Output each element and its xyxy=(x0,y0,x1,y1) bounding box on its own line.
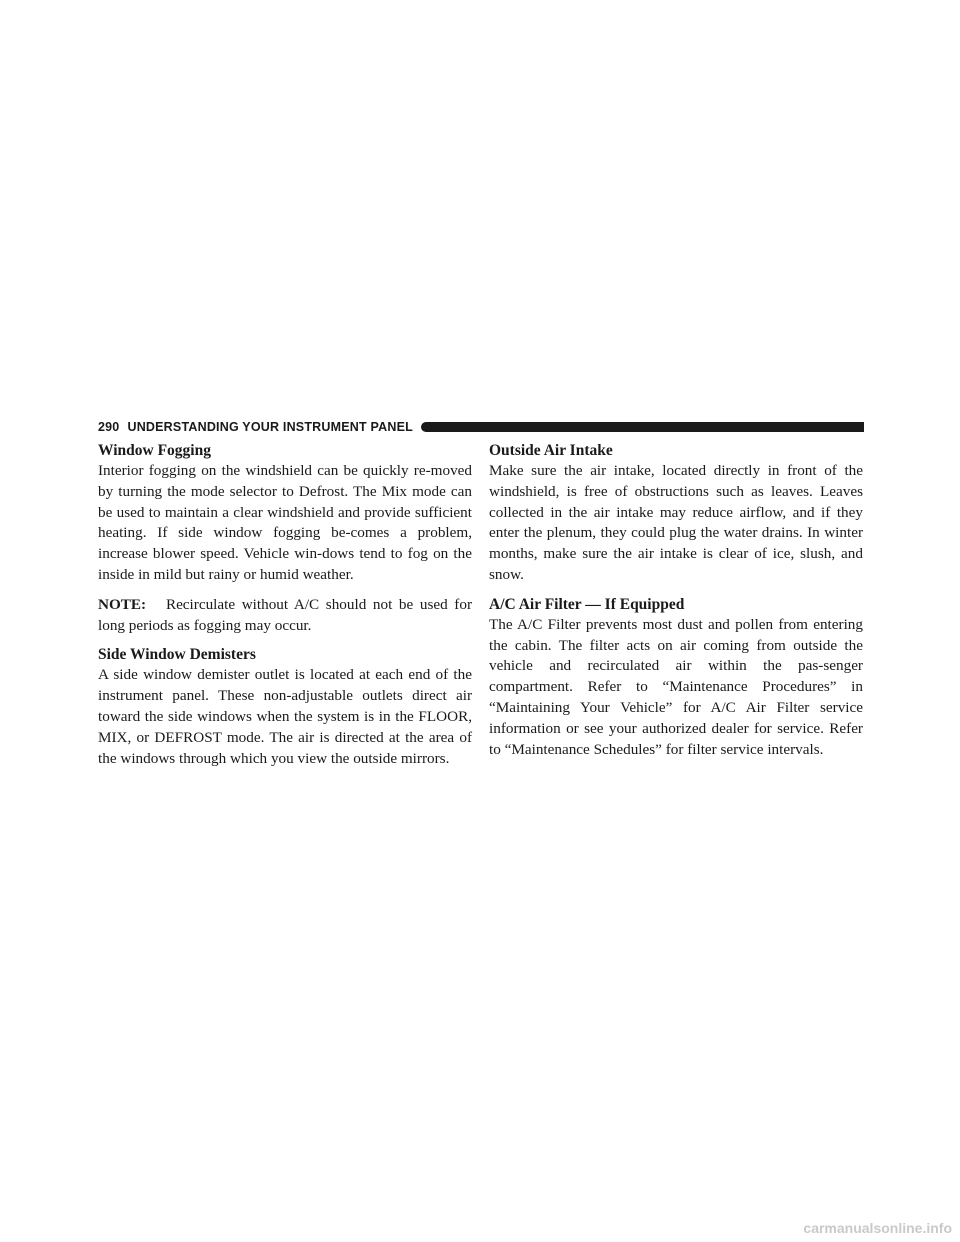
paragraph-ac-air-filter: The A/C Filter prevents most dust and pollen from entering the cabin. The filter acts on air coming from outside the vehicle and recirculated air within the pas-senger compartment. Refer to “Maintenance Procedures” in “Maintaining Your Vehicle” for A/C Air Filter service information or see your authorized dealer for service. Refer to “Maintenance Schedules” for filter service intervals. xyxy=(489,615,863,758)
heading-window-fogging: Window Fogging xyxy=(98,442,211,459)
header-rule xyxy=(421,422,864,432)
watermark: carmanualsonline.info xyxy=(803,1220,952,1236)
heading-ac-air-filter: A/C Air Filter — If Equipped xyxy=(489,595,685,613)
note-text: Recirculate without A/C should not be used for long periods as fogging may occur. xyxy=(98,595,473,634)
heading-side-window-demisters: Side Window Demisters xyxy=(98,646,256,664)
heading-outside-air-intake: Outside Air Intake xyxy=(489,442,613,459)
paragraph-side-window-demisters: A side window demister outlet is located at each end of the instrument panel. These non-adjustable outlets direct air toward the side windows when the system is in the FLOOR, MIX, or DEFROST mode. The air is directed at the area of the windows through which you view the outside mirrors. xyxy=(98,666,472,767)
page-header xyxy=(98,418,864,436)
page-number: 290 xyxy=(98,420,120,434)
note-label: NOTE: xyxy=(98,595,147,613)
note-paragraph xyxy=(98,595,472,637)
paragraph-outside-air-intake: Make sure the air intake, located directly in front of the windshield, is free of obstructions such as leaves. Leaves collected in the air intake may reduce airflow, and if they enter the plenum, they could plug the water drains. In winter months, make sure the air intake is clear of ice, slush, and snow. xyxy=(489,462,863,583)
left-column xyxy=(98,441,472,769)
section-title: UNDERSTANDING YOUR INSTRUMENT PANEL xyxy=(127,420,413,434)
right-column xyxy=(489,441,863,760)
paragraph-window-fogging: Interior fogging on the windshield can be quickly re-moved by turning the mode selector to Defrost. The Mix mode can be used to maintain a clear windshield and provide sufficient heating. If side window fogging be-comes a problem, increase blower speed. Vehicle win-dows tend to fog on the inside in mild but rainy or humid weather. xyxy=(98,462,472,583)
